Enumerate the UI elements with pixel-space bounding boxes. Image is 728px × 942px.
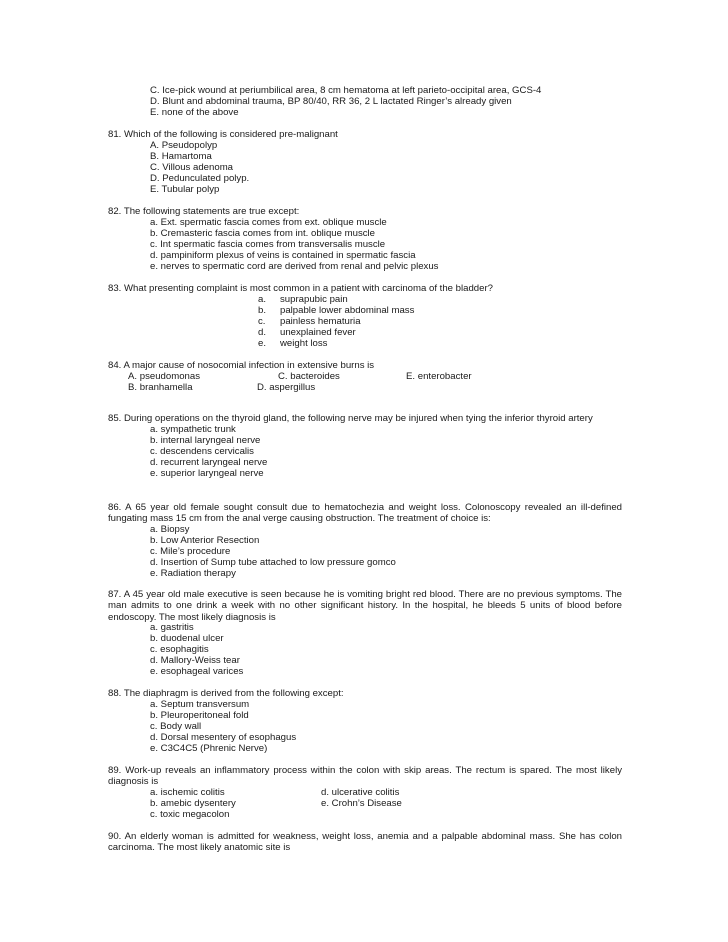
q81-option-d: D. Pedunculated polyp. <box>150 173 250 184</box>
q86-option-b: b. Low Anterior Resection <box>150 535 260 546</box>
option-letter: e. <box>258 338 267 349</box>
option-letter: d. <box>258 327 267 338</box>
option-letter: b. <box>258 305 267 316</box>
option-text: unexplained fever <box>280 327 356 338</box>
q88-option-e: e. C3C4C5 (Phrenic Nerve) <box>150 743 268 754</box>
option-d: D. Blunt and abdominal trauma, BP 80/40, RR 36, 2 L lactated Ringer’s already given <box>150 96 512 107</box>
q81-option-c: C. Villous adenoma <box>150 162 234 173</box>
q85-option-d: d. recurrent laryngeal nerve <box>150 457 268 468</box>
q86-option-a: a. Biopsy <box>150 524 190 535</box>
q84-option-e: E. enterobacter <box>406 371 472 382</box>
q83-option-a <box>258 294 348 305</box>
option-text: suprapubic pain <box>280 294 348 305</box>
q82-option-b: b. Cremasteric fascia comes from int. oblique muscle <box>150 228 375 239</box>
question-85: 85. During operations on the thyroid gland, the following nerve may be injured when tying the inferior thyroid artery <box>108 413 593 424</box>
q88-option-c: c. Body wall <box>150 721 202 732</box>
q86-option-d: d. Insertion of Sump tube attached to low pressure gomco <box>150 557 396 568</box>
q81-option-a: A. Pseudopolyp <box>150 140 218 151</box>
q87-option-e: e. esophageal varices <box>150 666 244 677</box>
option-letter: c. <box>258 316 266 327</box>
q88-option-a: a. Septum transversum <box>150 699 250 710</box>
q89-option-a: a. ischemic colitis <box>150 787 225 798</box>
question-84: 84. A major cause of nosocomial infection in extensive burns is <box>108 360 375 371</box>
question-82: 82. The following statements are true except: <box>108 206 300 217</box>
question-90: 90. An elderly woman is admitted for weakness, weight loss, anemia and a palpable abdominal mass. She has colon carcinoma. The most likely anatomic site is <box>108 831 622 854</box>
q89-option-d: d. ulcerative colitis <box>321 787 400 798</box>
question-89: 89. Work-up reveals an inflammatory process within the colon with skip areas. The rectum is spared. The most likely diagnosis is <box>108 765 622 788</box>
question-88: 88. The diaphragm is derived from the following except: <box>108 688 344 699</box>
q87-option-a: a. gastritis <box>150 622 194 633</box>
question-86: 86. A 65 year old female sought consult due to hematochezia and weight loss. Colonoscopy revealed an ill-defined fungating mass 15 cm from the anal verge causing obstruction. The treatment of choice is: <box>108 502 622 525</box>
option-text: weight loss <box>280 338 328 349</box>
q85-option-b: b. internal laryngeal nerve <box>150 435 261 446</box>
q84-option-c: C. bacteroides <box>278 371 340 382</box>
q83-option-d <box>258 327 356 338</box>
option-text: palpable lower abdominal mass <box>280 305 415 316</box>
q89-option-e: e. Crohn’s Disease <box>321 798 402 809</box>
q84-option-d: D. aspergillus <box>257 382 316 393</box>
option-c: C. Ice-pick wound at periumbilical area, 8 cm hematoma at left parieto-occipital area, GCS-4 <box>150 85 542 96</box>
q81-option-e: E. Tubular polyp <box>150 184 220 195</box>
q87-option-c: c. esophagitis <box>150 644 209 655</box>
q84-option-a: A. pseudomonas <box>128 371 200 382</box>
q82-option-d: d. pampiniform plexus of veins is contained in spermatic fascia <box>150 250 416 261</box>
q84-option-b: B. branhamella <box>128 382 193 393</box>
q82-option-c: c. Int spermatic fascia comes from transversalis muscle <box>150 239 386 250</box>
q86-option-e: e. Radiation therapy <box>150 568 236 579</box>
q83-option-c <box>258 316 361 327</box>
q81-option-b: B. Hamartoma <box>150 151 212 162</box>
q86-option-c: c. Mile’s procedure <box>150 546 231 557</box>
q88-option-b: b. Pleuroperitoneal fold <box>150 710 249 721</box>
q88-option-d: d. Dorsal mesentery of esophagus <box>150 732 297 743</box>
q82-option-a: a. Ext. spermatic fascia comes from ext. oblique muscle <box>150 217 387 228</box>
question-81: 81. Which of the following is considered pre-malignant <box>108 129 338 140</box>
question-83: 83. What presenting complaint is most common in a patient with carcinoma of the bladder? <box>108 283 494 294</box>
option-text: painless hematuria <box>280 316 361 327</box>
q85-option-a: a. sympathetic trunk <box>150 424 236 435</box>
q87-option-b: b. duodenal ulcer <box>150 633 224 644</box>
option-letter: a. <box>258 294 267 305</box>
q85-option-e: e. superior laryngeal nerve <box>150 468 264 479</box>
q89-option-b: b. amebic dysentery <box>150 798 236 809</box>
q83-option-b <box>258 305 414 316</box>
question-87: 87. A 45 year old male executive is seen because he is vomiting bright red blood. There are no previous symptoms. The man admits to one drink a week with no other significant history. In the hospital, he bleeds 5 units of blood before endoscopy. The most likely diagnosis is <box>108 589 622 623</box>
q85-option-c: c. descendens cervicalis <box>150 446 254 457</box>
q89-option-c: c. toxic megacolon <box>150 809 230 820</box>
q83-option-e <box>258 338 327 349</box>
q87-option-d: d. Mallory-Weiss tear <box>150 655 240 666</box>
q82-option-e: e. nerves to spermatic cord are derived from renal and pelvic plexus <box>150 261 439 272</box>
option-e: E. none of the above <box>150 107 239 118</box>
